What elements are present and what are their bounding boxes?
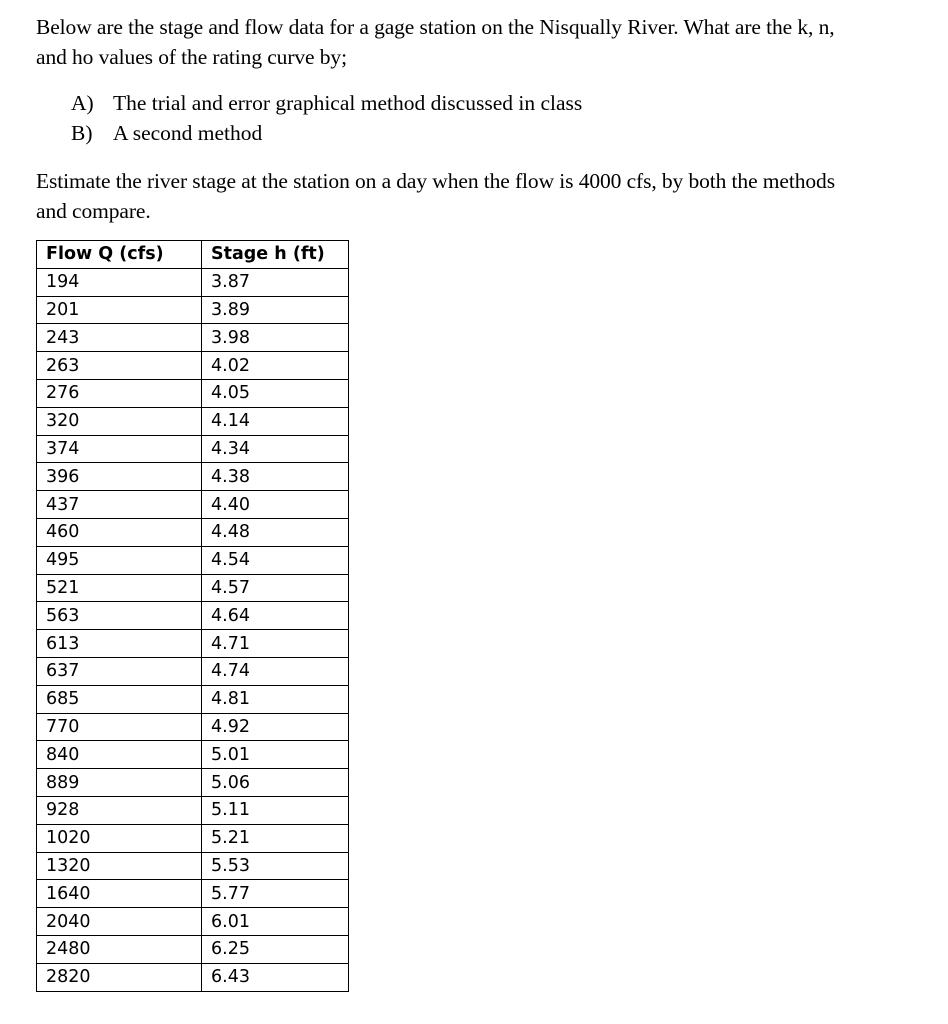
- table-row: [37, 352, 349, 380]
- flow-cell: 243: [37, 324, 202, 352]
- table-row: [37, 546, 349, 574]
- column-header-flow: Flow Q (cfs): [37, 241, 202, 269]
- flow-cell: 613: [37, 630, 202, 658]
- stage-cell: 4.34: [202, 435, 349, 463]
- flow-cell: 396: [37, 463, 202, 491]
- intro-paragraph: [36, 12, 936, 72]
- flow-cell: 1020: [37, 824, 202, 852]
- table-row: [37, 824, 349, 852]
- table-row: [37, 324, 349, 352]
- stage-cell: 5.11: [202, 796, 349, 824]
- flow-cell: 1320: [37, 852, 202, 880]
- stage-cell: 4.71: [202, 630, 349, 658]
- flow-cell: 928: [37, 796, 202, 824]
- flow-cell: 2040: [37, 908, 202, 936]
- estimate-paragraph: [36, 166, 936, 226]
- stage-cell: 4.57: [202, 574, 349, 602]
- document: [36, 12, 936, 992]
- flow-cell: 685: [37, 685, 202, 713]
- table-row: [37, 518, 349, 546]
- intro-line-1: Below are the stage and flow data for a gage station on the Nisqually River. What are the k, n,: [36, 15, 835, 39]
- data-table: [36, 240, 349, 992]
- flow-cell: 495: [37, 546, 202, 574]
- flow-cell: 263: [37, 352, 202, 380]
- table-row: [37, 713, 349, 741]
- stage-cell: 4.81: [202, 685, 349, 713]
- table-row: [37, 407, 349, 435]
- column-header-stage: Stage h (ft): [202, 241, 349, 269]
- flow-cell: 2820: [37, 963, 202, 991]
- flow-cell: 637: [37, 657, 202, 685]
- table-row: [37, 602, 349, 630]
- table-row: [37, 268, 349, 296]
- stage-cell: 4.74: [202, 657, 349, 685]
- flow-cell: 194: [37, 268, 202, 296]
- estimate-line-2: and compare.: [36, 199, 151, 223]
- flow-cell: 521: [37, 574, 202, 602]
- stage-cell: 5.06: [202, 769, 349, 797]
- stage-cell: 3.98: [202, 324, 349, 352]
- list-marker: A): [71, 91, 94, 115]
- estimate-line-1: Estimate the river stage at the station on a day when the flow is 4000 cfs, by both the methods: [36, 169, 835, 193]
- list-marker: B): [71, 121, 93, 145]
- table-row: [37, 908, 349, 936]
- table-row: [37, 491, 349, 519]
- stage-cell: 4.48: [202, 518, 349, 546]
- stage-cell: 5.21: [202, 824, 349, 852]
- table-row: [37, 741, 349, 769]
- stage-cell: 5.01: [202, 741, 349, 769]
- flow-cell: 770: [37, 713, 202, 741]
- table-row: [37, 935, 349, 963]
- list-item: [36, 88, 936, 118]
- flow-cell: 374: [37, 435, 202, 463]
- stage-cell: 6.01: [202, 908, 349, 936]
- table-body: [37, 268, 349, 991]
- table-row: [37, 379, 349, 407]
- stage-cell: 4.54: [202, 546, 349, 574]
- list-item: [36, 118, 936, 148]
- flow-cell: 889: [37, 769, 202, 797]
- stage-cell: 4.38: [202, 463, 349, 491]
- stage-cell: 6.43: [202, 963, 349, 991]
- table-row: [37, 435, 349, 463]
- table-row: [37, 630, 349, 658]
- stage-cell: 4.64: [202, 602, 349, 630]
- table-row: [37, 574, 349, 602]
- flow-cell: 1640: [37, 880, 202, 908]
- flow-cell: 437: [37, 491, 202, 519]
- list-item-text: A second method: [113, 121, 263, 145]
- stage-cell: 6.25: [202, 935, 349, 963]
- method-list: [36, 88, 936, 148]
- stage-cell: 3.87: [202, 268, 349, 296]
- table-row: [37, 796, 349, 824]
- flow-cell: 276: [37, 379, 202, 407]
- flow-cell: 460: [37, 518, 202, 546]
- flow-cell: 201: [37, 296, 202, 324]
- stage-cell: 4.92: [202, 713, 349, 741]
- stage-cell: 4.40: [202, 491, 349, 519]
- stage-cell: 4.14: [202, 407, 349, 435]
- stage-cell: 3.89: [202, 296, 349, 324]
- flow-cell: 563: [37, 602, 202, 630]
- flow-cell: 2480: [37, 935, 202, 963]
- stage-cell: 4.05: [202, 379, 349, 407]
- table-row: [37, 852, 349, 880]
- stage-cell: 4.02: [202, 352, 349, 380]
- stage-cell: 5.53: [202, 852, 349, 880]
- table-row: [37, 463, 349, 491]
- table-row: [37, 296, 349, 324]
- table-row: [37, 769, 349, 797]
- table-row: [37, 963, 349, 991]
- table-row: [37, 880, 349, 908]
- table-row: [37, 685, 349, 713]
- flow-cell: 840: [37, 741, 202, 769]
- flow-cell: 320: [37, 407, 202, 435]
- intro-line-2: and ho values of the rating curve by;: [36, 45, 347, 69]
- list-item-text: The trial and error graphical method discussed in class: [113, 91, 583, 115]
- stage-cell: 5.77: [202, 880, 349, 908]
- table-row: [37, 657, 349, 685]
- table-header-row: [37, 241, 349, 269]
